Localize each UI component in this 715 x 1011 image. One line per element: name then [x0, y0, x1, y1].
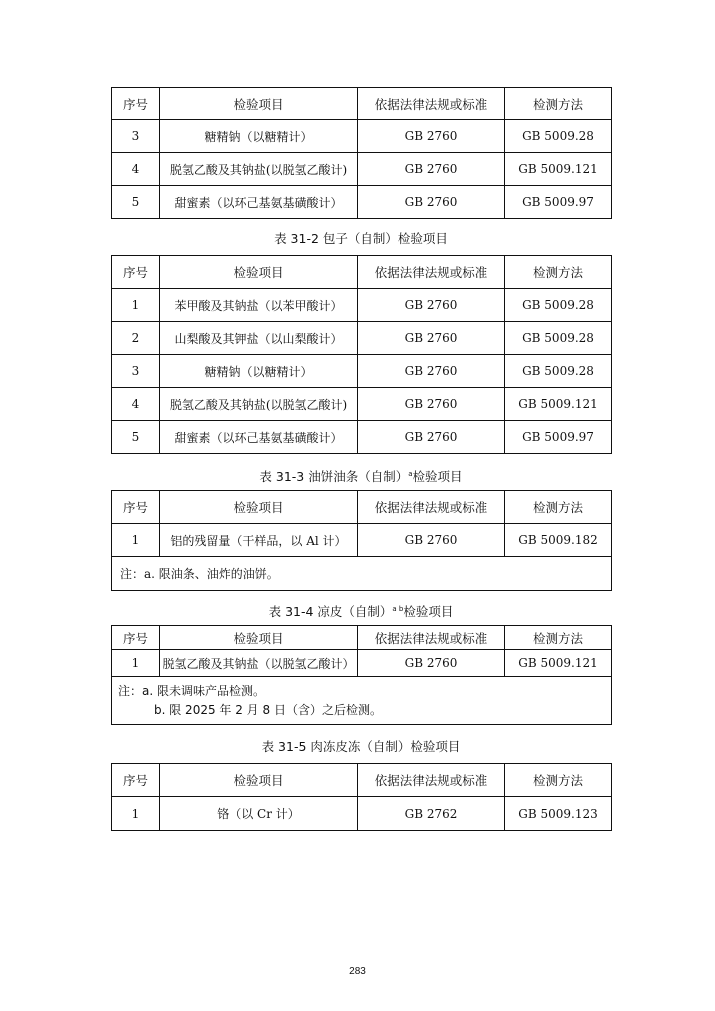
cell-standard: GB 2760 — [358, 322, 505, 355]
table-31-2 — [111, 255, 612, 454]
header-standard: 依据法律法规或标准 — [358, 626, 505, 650]
cell-no: 2 — [112, 322, 160, 355]
cell-method: GB 5009.28 — [505, 120, 612, 153]
cell-item: 苯甲酸及其钠盐（以苯甲酸计） — [160, 289, 358, 322]
page-number: 283 — [349, 966, 366, 977]
cell-standard: GB 2760 — [358, 524, 505, 557]
header-method: 检测方法 — [505, 491, 612, 524]
caption-tail: 检验项目 — [412, 469, 463, 484]
cell-item: 脱氢乙酸及其钠盐(以脱氢乙酸计) — [160, 388, 358, 421]
cell-method: GB 5009.121 — [505, 153, 612, 186]
cell-method: GB 5009.97 — [505, 421, 612, 454]
header-standard: 依据法律法规或标准 — [358, 764, 505, 797]
header-standard: 依据法律法规或标准 — [358, 256, 505, 289]
cell-method: GB 5009.123 — [505, 797, 612, 831]
header-item: 检验项目 — [160, 256, 358, 289]
cell-item: 脱氢乙酸及其钠盐(以脱氢乙酸计) — [160, 153, 358, 186]
cell-method: GB 5009.28 — [505, 355, 612, 388]
table-row — [112, 186, 612, 219]
table-row — [112, 355, 612, 388]
header-no: 序号 — [112, 88, 160, 120]
cell-method: GB 5009.182 — [505, 524, 612, 557]
cell-standard: GB 2760 — [358, 355, 505, 388]
table-row — [112, 388, 612, 421]
header-method: 检测方法 — [505, 88, 612, 120]
table-header-row — [112, 764, 612, 797]
header-item: 检验项目 — [160, 764, 358, 797]
cell-standard: GB 2760 — [358, 120, 505, 153]
table-31-1 — [111, 87, 612, 219]
cell-item: 铝的残留量（干样品，以 Al 计） — [160, 524, 358, 557]
table-row — [112, 322, 612, 355]
caption-footnote-mark: a — [408, 470, 413, 478]
table-header-row — [112, 626, 612, 650]
table-header-row — [112, 88, 612, 120]
table-note-row — [112, 677, 612, 725]
cell-no: 1 — [112, 797, 160, 831]
caption-tail: 检验项目 — [403, 604, 454, 619]
note-line-1: 注：a. 限未调味产品检测。 — [118, 683, 265, 698]
table-row — [112, 421, 612, 454]
header-standard: 依据法律法规或标准 — [358, 491, 505, 524]
header-no: 序号 — [112, 626, 160, 650]
header-item: 检验项目 — [160, 491, 358, 524]
cell-no: 3 — [112, 355, 160, 388]
cell-no: 1 — [112, 524, 160, 557]
table-row — [112, 289, 612, 322]
table-row — [112, 650, 612, 677]
table-header-row — [112, 491, 612, 524]
cell-no: 1 — [112, 650, 160, 677]
table-note: 注：a. 限油条、油炸的油饼。 — [112, 557, 612, 591]
cell-standard: GB 2760 — [358, 153, 505, 186]
caption-footnote-mark: a b — [392, 605, 404, 613]
header-no: 序号 — [112, 764, 160, 797]
table-caption-31-3 — [111, 466, 611, 485]
cell-standard: GB 2760 — [358, 650, 505, 677]
table-caption-31-2: 表 31-2 包子（自制）检验项目 — [274, 231, 448, 246]
table-row — [112, 524, 612, 557]
header-method: 检测方法 — [505, 764, 612, 797]
table-row — [112, 120, 612, 153]
cell-standard: GB 2760 — [358, 186, 505, 219]
header-no: 序号 — [112, 491, 160, 524]
table-header-row — [112, 256, 612, 289]
table-row — [112, 797, 612, 831]
cell-no: 3 — [112, 120, 160, 153]
cell-item: 山梨酸及其钾盐（以山梨酸计） — [160, 322, 358, 355]
cell-no: 1 — [112, 289, 160, 322]
cell-method: GB 5009.28 — [505, 322, 612, 355]
cell-standard: GB 2760 — [358, 289, 505, 322]
table-31-4 — [111, 625, 612, 725]
table-note — [112, 677, 612, 725]
table-row — [112, 153, 612, 186]
cell-standard: GB 2762 — [358, 797, 505, 831]
table-caption-31-5: 表 31-5 肉冻皮冻（自制）检验项目 — [261, 739, 461, 754]
cell-item: 铬（以 Cr 计） — [160, 797, 358, 831]
table-caption-31-4 — [111, 601, 611, 620]
cell-no: 4 — [112, 388, 160, 421]
cell-method: GB 5009.28 — [505, 289, 612, 322]
header-method: 检测方法 — [505, 626, 612, 650]
cell-method: GB 5009.121 — [505, 650, 612, 677]
cell-item: 脱氢乙酸及其钠盐（以脱氢乙酸计） — [160, 650, 358, 677]
cell-no: 5 — [112, 186, 160, 219]
cell-method: GB 5009.121 — [505, 388, 612, 421]
caption-text: 表 31-3 油饼油条（自制） — [259, 469, 409, 484]
note-line-2: b. 限 2025 年 2 月 8 日（含）之后检测。 — [154, 702, 382, 717]
header-method: 检测方法 — [505, 256, 612, 289]
cell-item: 糖精钠（以糖精计） — [160, 120, 358, 153]
header-standard: 依据法律法规或标准 — [358, 88, 505, 120]
cell-item: 甜蜜素（以环己基氨基磺酸计） — [160, 421, 358, 454]
caption-text: 表 31-4 凉皮（自制） — [268, 604, 393, 619]
cell-standard: GB 2760 — [358, 421, 505, 454]
header-item: 检验项目 — [160, 626, 358, 650]
cell-no: 5 — [112, 421, 160, 454]
header-item: 检验项目 — [160, 88, 358, 120]
header-no: 序号 — [112, 256, 160, 289]
table-31-3 — [111, 490, 612, 591]
table-31-5 — [111, 763, 612, 831]
cell-method: GB 5009.97 — [505, 186, 612, 219]
cell-item: 甜蜜素（以环己基氨基磺酸计） — [160, 186, 358, 219]
cell-standard: GB 2760 — [358, 388, 505, 421]
cell-no: 4 — [112, 153, 160, 186]
table-note-row — [112, 557, 612, 591]
cell-item: 糖精钠（以糖精计） — [160, 355, 358, 388]
